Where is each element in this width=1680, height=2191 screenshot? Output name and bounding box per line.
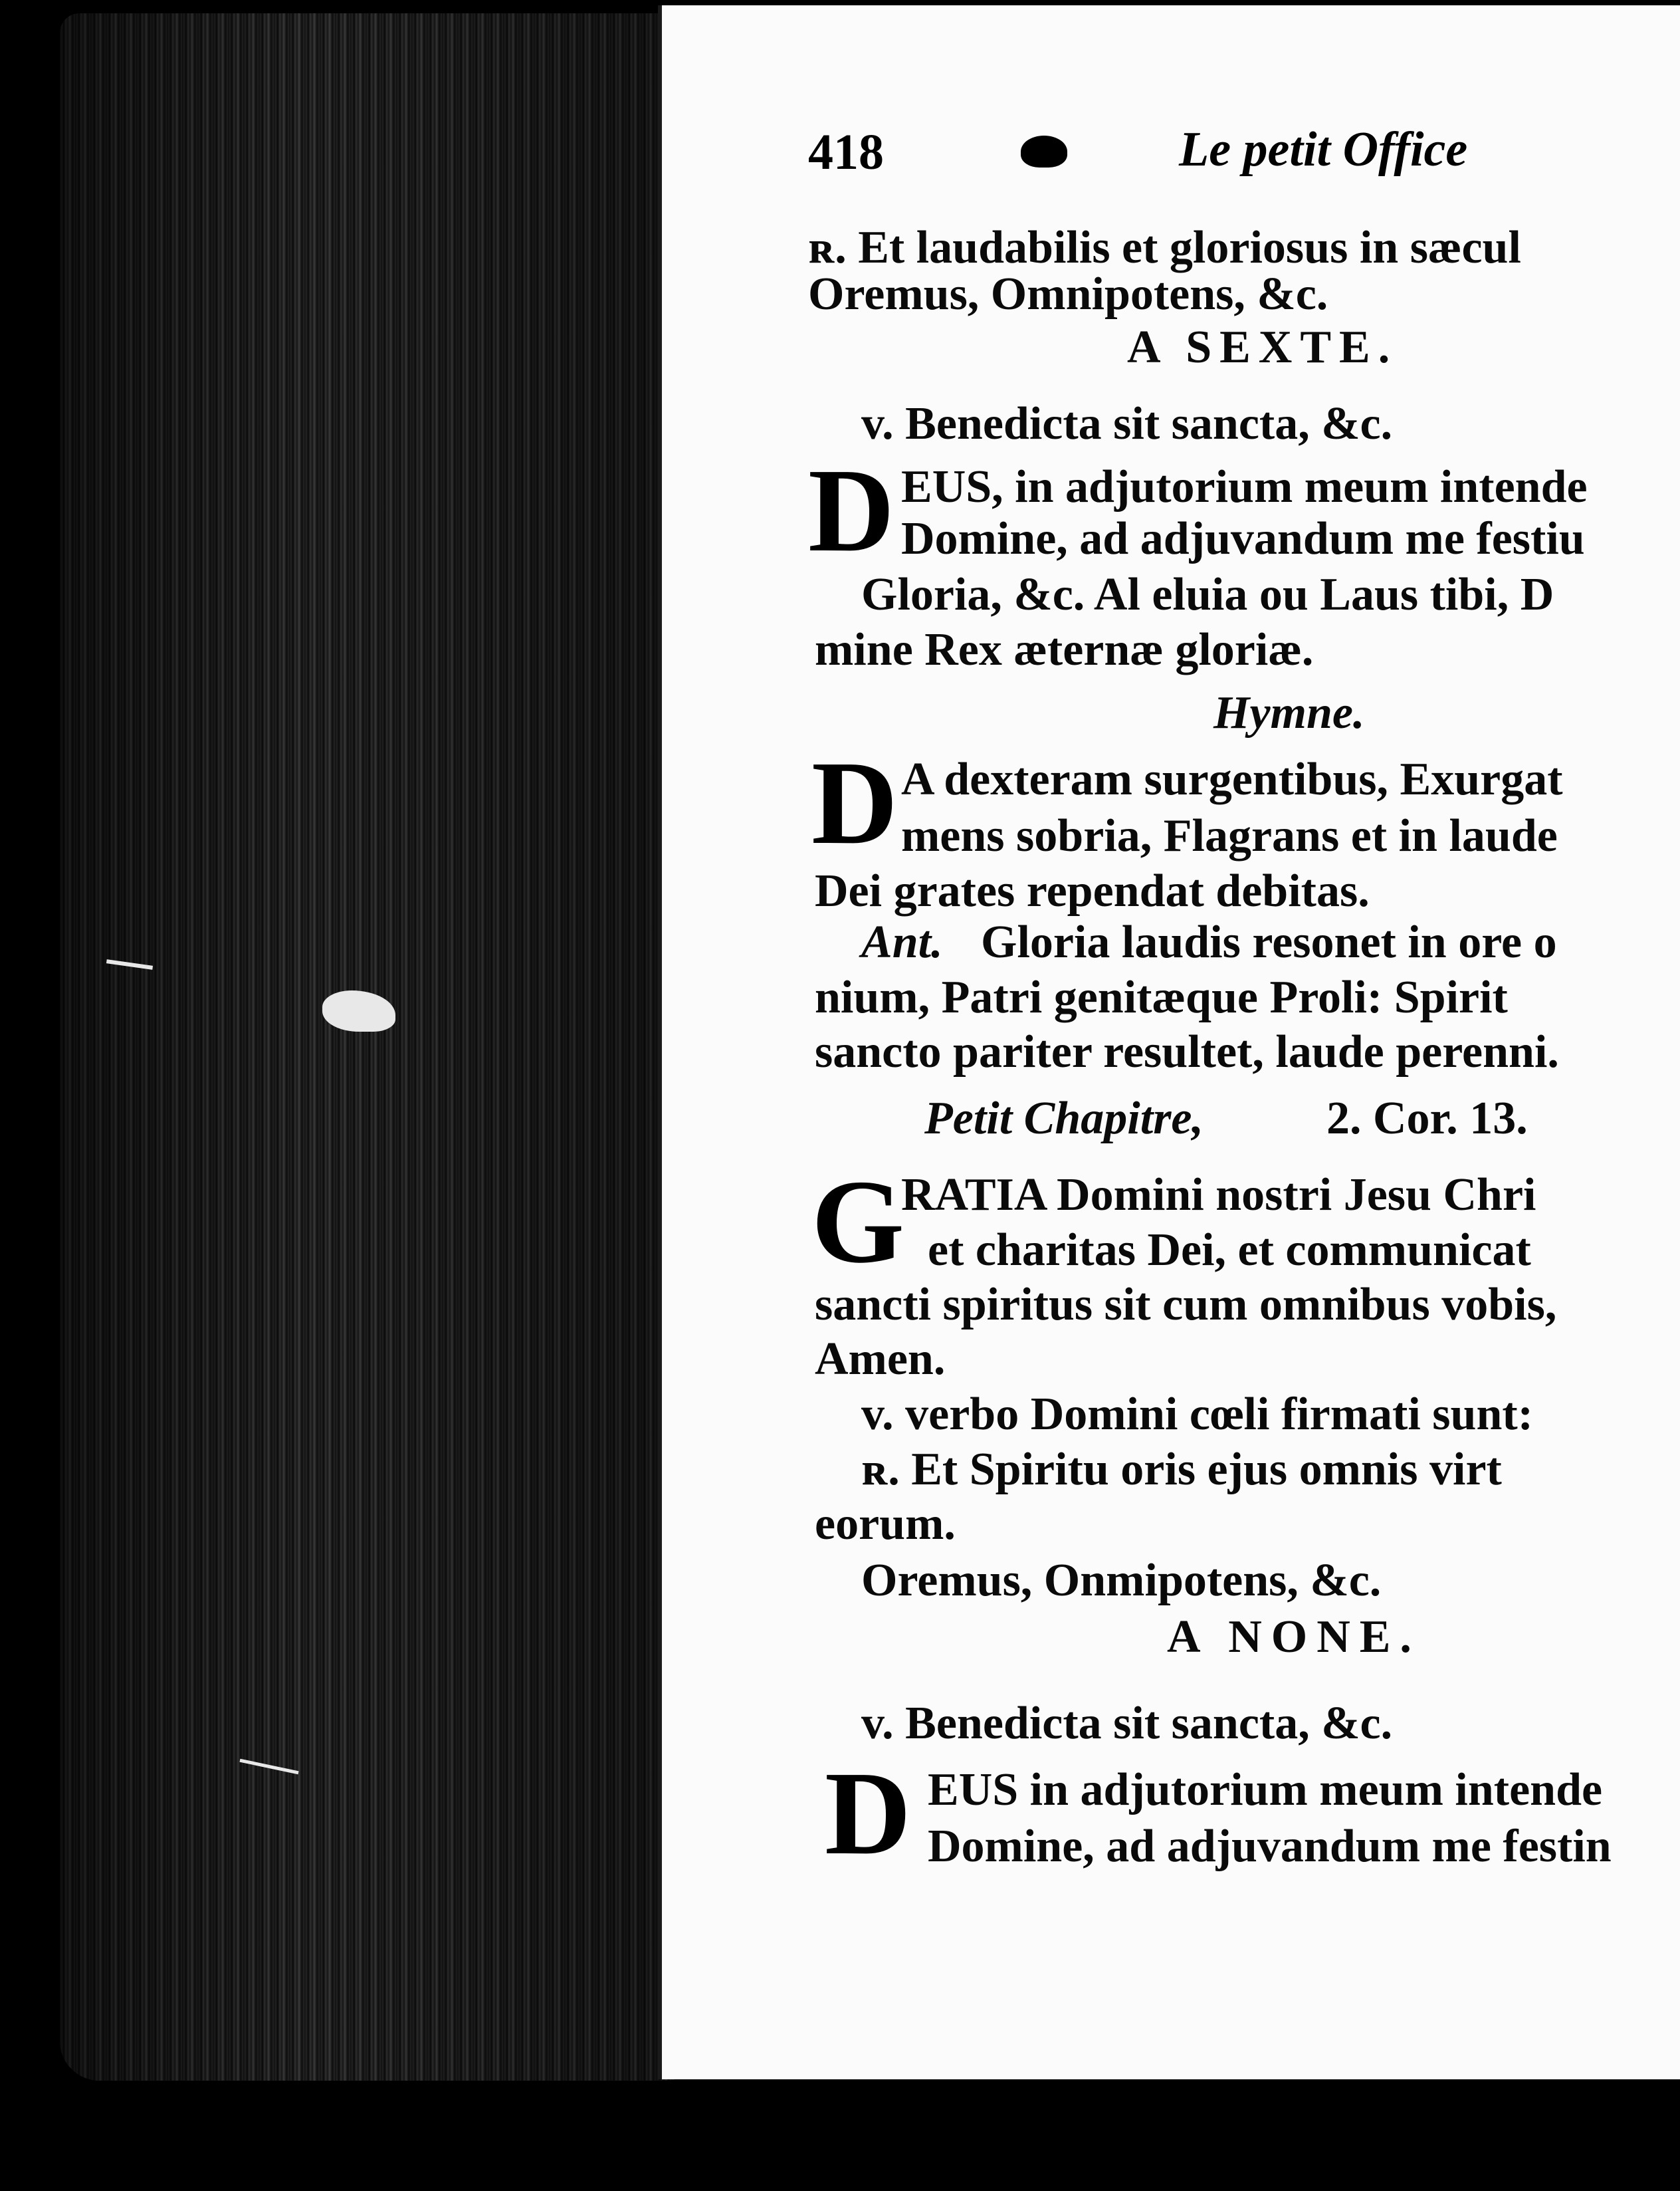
antiphon-label: Ant. xyxy=(861,917,943,968)
text-line: Oremus, Onmipotens, &c. xyxy=(861,1555,1382,1606)
drop-capital: D xyxy=(811,737,898,869)
text-line: Dei grates rependat debitas. xyxy=(815,865,1370,917)
text-line: nium, Patri genitæque Proli: Spirit xyxy=(815,972,1508,1023)
versicle-line: v. Benedicta sit sancta, &c. xyxy=(861,398,1393,449)
book-fore-edge xyxy=(60,13,678,2081)
versicle-line: v. Benedicta sit sancta, &c. xyxy=(861,1698,1393,1749)
page-number: 418 xyxy=(808,124,884,180)
text-line: mens sobria, Flagrans et in laude xyxy=(901,810,1558,862)
text-line: A dexteram surgentibus, Exurgat xyxy=(901,754,1563,805)
text-line: RATIA Domini nostri Jesu Chri xyxy=(901,1169,1536,1220)
drop-capital: D xyxy=(825,1747,911,1879)
text-line: sancto pariter resultet, laude perenni. xyxy=(815,1026,1559,1078)
text-line: ʀ. Et laudabilis et gloriosus in sæcul xyxy=(808,222,1521,273)
book-page xyxy=(658,5,1680,2079)
text-line: mine Rex æternæ gloriæ. xyxy=(815,624,1314,675)
text-line: Gloria laudis resonet in ore o xyxy=(981,917,1557,968)
text-line: et charitas Dei, et communicat xyxy=(928,1224,1531,1276)
running-title: Le petit Office xyxy=(1179,122,1468,177)
text-line: Amen. xyxy=(815,1333,946,1385)
text-line: EUS in adjutorium meum intende xyxy=(928,1764,1603,1815)
text-line: eorum. xyxy=(815,1498,956,1550)
chapter-label: Petit Chapitre, xyxy=(924,1093,1204,1144)
section-heading-none: A NONE. xyxy=(1167,1611,1421,1663)
hymn-heading: Hymne. xyxy=(1213,687,1365,739)
versicle-line: v. verbo Domini cœli firmati sunt: xyxy=(861,1389,1534,1440)
ink-ornament xyxy=(1021,136,1067,168)
text-line: Domine, ad adjuvandum me festin xyxy=(928,1821,1612,1872)
section-heading-sexte: A SEXTE. xyxy=(1127,322,1398,373)
text-line: Domine, ad adjuvandum me festiu xyxy=(901,513,1585,564)
drop-capital: G xyxy=(811,1155,905,1288)
response-line: ʀ. Et Spiritu oris ejus omnis virt xyxy=(861,1444,1502,1495)
text-line: Gloria, &c. Al eluia ou Laus tibi, D xyxy=(861,569,1554,620)
chapter-reference: 2. Cor. 13. xyxy=(1326,1093,1528,1144)
text-line: EUS, in adjutorium meum intende xyxy=(901,461,1588,513)
text-line: sancti spiritus sit cum omnibus vobis, xyxy=(815,1279,1557,1330)
drop-capital: D xyxy=(808,444,894,576)
text-line: Oremus, Omnipotens, &c. xyxy=(808,269,1328,320)
